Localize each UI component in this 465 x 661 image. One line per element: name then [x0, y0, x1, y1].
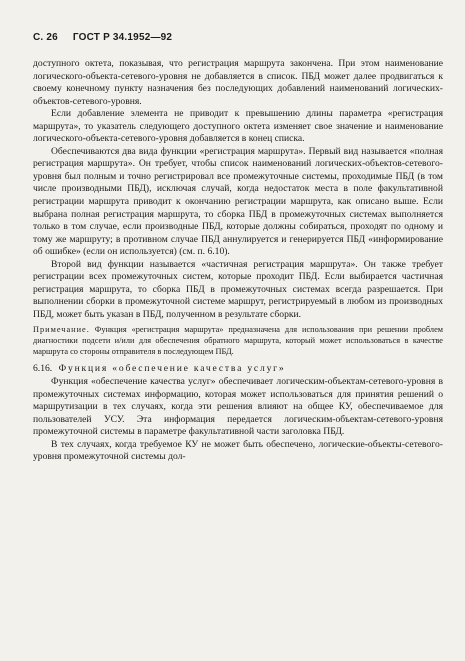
page-number: С. 26 — [33, 32, 58, 43]
paragraph: Второй вид функции называется «частичная регистрация маршрута». Он также требует регистрации всех промежуточных систем, которые проходит ПБД. Если выбирается частичная регистрация маршрута, то сборка ПБД в промежуточных системах всегда разрешается. При выполнении сборки в промежуточной системе маршрут, регистрируемый в любом из производных ПБД, может быть указан в ПБД, полученном в результате сборки. — [33, 258, 443, 320]
page-header — [33, 32, 184, 43]
section-number: 6.16. — [33, 363, 53, 375]
section-title: Функция «обеспечение качества услуг» — [58, 363, 286, 375]
document-body — [33, 58, 443, 464]
standard-code: ГОСТ Р 34.1952—92 — [72, 32, 173, 43]
paragraph: Обеспечиваются два вида функции «регистрация маршрута». Первый вид называется «полная регистрация маршрута». Он требует, чтобы список наименований логических-объектов-сетевого-уровня был полным и точно регистрировал все промежуточные системы, проходимые ПБД (в том числе производными ПБД), исключая случай, когда недостаток места в поле факультативной регистрации маршрута приводит к окончанию регистрации маршрута, как описано выше. Если выбрана полная регистрация маршрута, то сборка ПБД в промежуточных системах выполняется только в том случае, если производные ПБД, которые должны собираться, проходят по одному и тому же маршруту; в противном случае ПБД аннулируется и генерируется ПБД «информирование об ошибке» (если он используется) (см. п. 6.10). — [33, 145, 443, 258]
paragraph: Если добавление элемента не приводит к превышению длины параметра «регистрация маршрута», то указатель следующего доступного октета изменяет свое значение и наименование логического-объекта-сетевого-уровня добавляется в конец списка. — [33, 108, 443, 145]
paragraph: Функция «обеспечение качества услуг» обеспечивает логическим-объектам-сетевого-уровня в промежуточных системах информацию, которая может использоваться для принятия решений о маршрутизации в тех случаях, когда эти решения влияют на общее КУ, обеспечиваемое для пользователей УСУ. Эта информация передается логическим-объектам-сетевого-уровня промежуточной системы в параметре факультативной части заголовка ПБД. — [33, 376, 443, 438]
note-label: Примечание. — [33, 325, 90, 335]
note — [33, 324, 443, 357]
section-heading — [33, 363, 443, 376]
paragraph: В тех случаях, когда требуемое КУ не может быть обеспечено, логические-объекты-сетевого-уровня промежуточной системы дол- — [33, 438, 443, 463]
note-text: Функция «регистрация маршрута» предназначена для использования при решении проблем диагностики подсети и/или для обеспечения обратного маршрута, который может использоваться в качестве маршрута со стороны отправителя в последующем ПБД. — [33, 325, 444, 357]
paragraph: доступного октета, показывая, что регистрация маршрута закончена. При этом наименование логического-объекта-сетевого-уровня не добавляется в список. ПБД может далее продвигаться к своему конечному пункту назначения без последующих добавлений наименований логических-объектов-сетевого-уровня. — [33, 58, 443, 107]
